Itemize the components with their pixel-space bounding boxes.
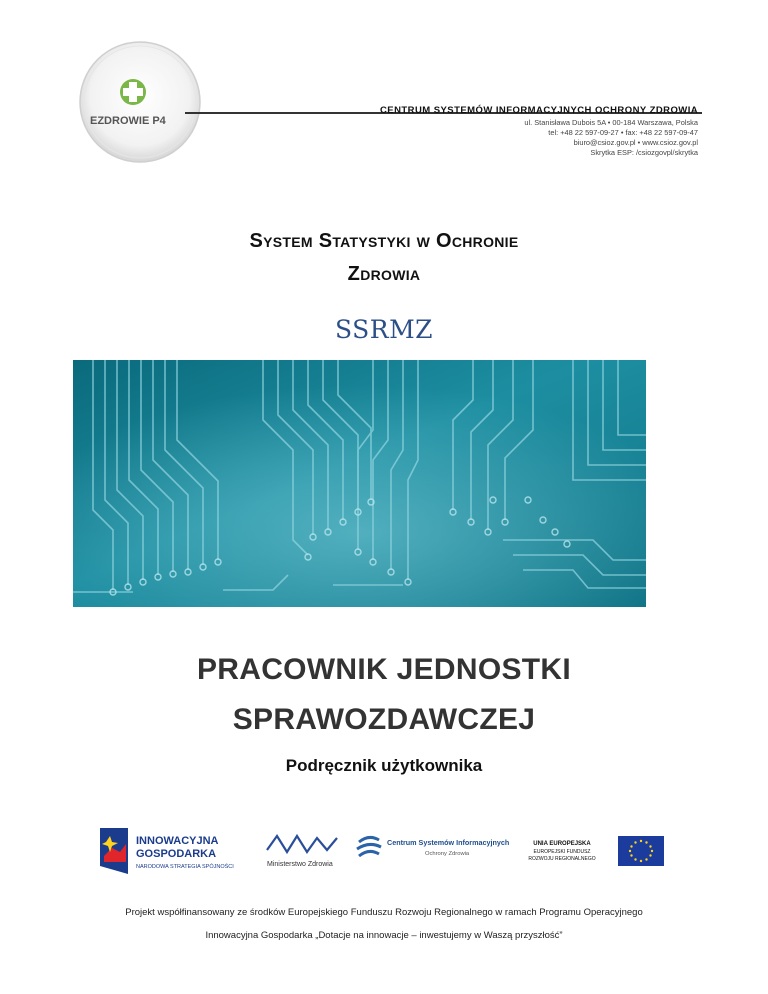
svg-text:NARODOWA STRATEGIA SPÓJNOŚCI: NARODOWA STRATEGIA SPÓJNOŚCI — [136, 864, 234, 870]
address-line-4: Skrytka ESP: /csiozgovpl/skrytka — [590, 148, 698, 157]
ministerstwo-zdrowia-logo — [265, 828, 340, 872]
system-title-line-1: System Statystyki w Ochronie — [249, 230, 519, 252]
mz-wave-icon — [267, 836, 337, 852]
footer-line-2: Innowacyjna Gospodarka „Dotacje na innowacje – inwestujemy w Waszą przyszłość” — [205, 930, 563, 941]
address-line-2: tel: +48 22 597-09-27 • fax: +48 22 597-09-47 — [548, 128, 698, 137]
svg-text:INNOWACYJNA: INNOWACYJNA — [136, 835, 219, 847]
eu-flag-icon — [618, 836, 664, 866]
role-title-line-1: PRACOWNIK JEDNOSTKI — [196, 653, 572, 686]
ezdrowie-logo-text: EZDROWIE P4 — [90, 115, 166, 127]
footer-line-1: Projekt współfinansowany ze środków Europejskiego Funduszu Rozwoju Regionalnego w ramach Programu Operacyjnego — [125, 907, 643, 918]
medical-cross-icon — [120, 79, 146, 105]
csioz-swirl-icon — [357, 837, 381, 856]
eu-logo — [522, 836, 670, 866]
svg-text:Ministerstwo Zdrowia: Ministerstwo Zdrowia — [267, 861, 333, 868]
flag-star-icon — [100, 828, 128, 874]
svg-text:Centrum Systemów Informacyjnyc: Centrum Systemów Informacyjnych — [387, 838, 510, 847]
system-title — [84, 225, 684, 291]
address-line-1: ul. Stanisława Dubois 5A • 00-184 Warszawa, Polska — [524, 118, 698, 127]
csioz-logo — [355, 832, 520, 864]
circuit-board-image — [73, 360, 646, 607]
svg-text:ROZWOJU REGIONALNEGO: ROZWOJU REGIONALNEGO — [528, 856, 596, 862]
svg-text:EUROPEJSKI FUNDUSZ: EUROPEJSKI FUNDUSZ — [533, 849, 591, 855]
role-title — [84, 645, 684, 745]
system-acronym: SSRMZ — [334, 315, 434, 344]
ezdrowie-logo — [78, 40, 202, 164]
svg-text:Ochrony Zdrowia: Ochrony Zdrowia — [425, 851, 470, 857]
organization-name: CENTRUM SYSTEMÓW INFORMACYJNYCH OCHRONY ZDROWIA — [380, 105, 699, 116]
role-title-line-2: SPRAWOZDAWCZEJ — [232, 703, 536, 736]
svg-text:UNIA EUROPEJSKA: UNIA EUROPEJSKA — [533, 841, 591, 847]
address-line-3: biuro@csioz.gov.pl • www.csioz.gov.pl — [573, 138, 698, 147]
manual-subtitle: Podręcznik użytkownika — [285, 756, 483, 775]
system-title-line-2: Zdrowia — [347, 263, 421, 285]
innowacyjna-gospodarka-logo — [100, 826, 240, 876]
svg-text:GOSPODARKA: GOSPODARKA — [136, 848, 217, 860]
